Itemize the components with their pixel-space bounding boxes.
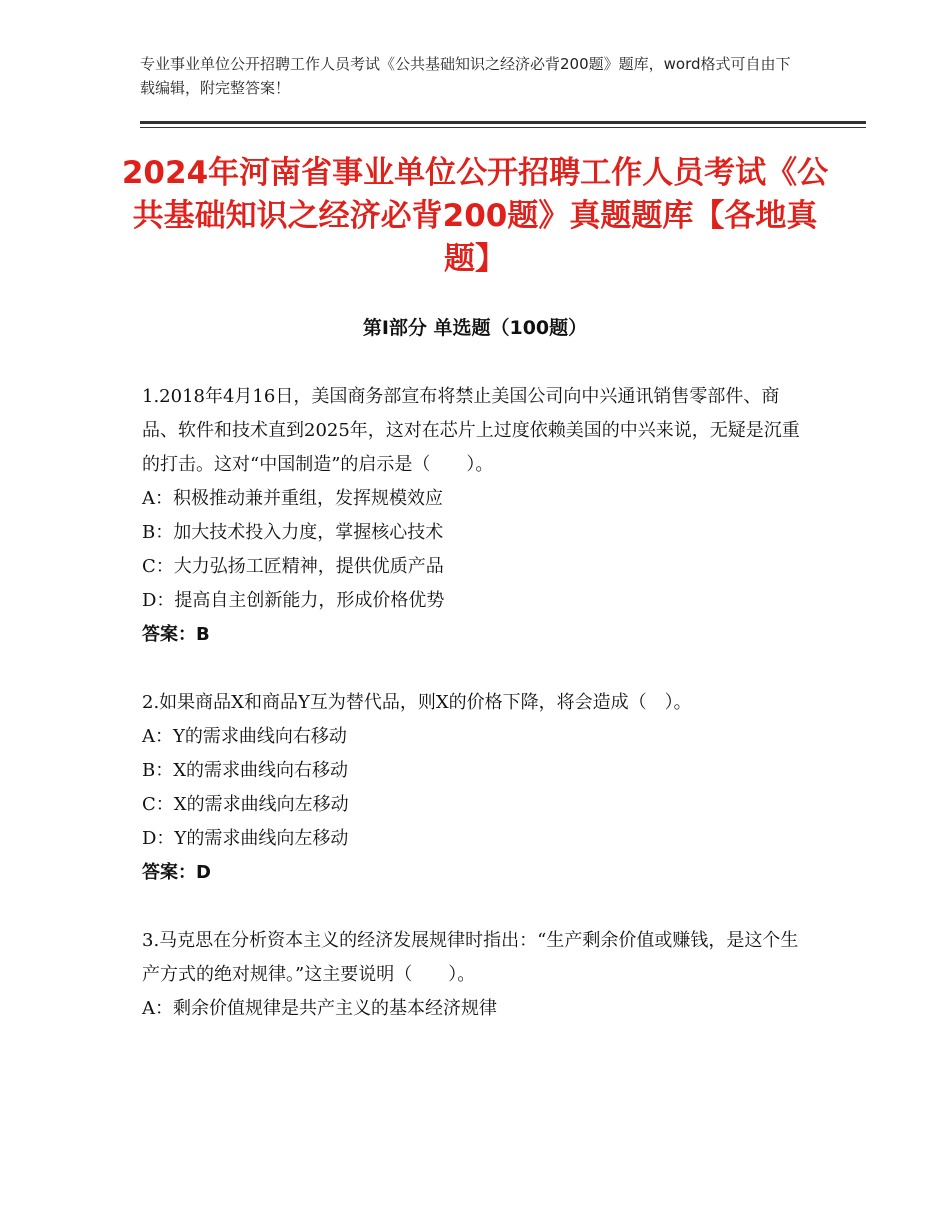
option-a: A：Y的需求曲线向右移动	[142, 726, 347, 747]
option-d: D：提高自主创新能力，形成价格优势	[142, 590, 445, 611]
header-note: 专业事业单位公开招聘工作人员考试《公共基础知识之经济必背200题》题库，word格式可自由下载编辑，附完整答案！	[140, 55, 791, 97]
header-rule-thick	[140, 121, 866, 124]
option-a: A：积极推动兼并重组，发挥规模效应	[142, 488, 443, 509]
option-a: A：剩余价值规律是共产主义的基本经济规律	[142, 998, 497, 1019]
question-list	[142, 380, 802, 1060]
question-2	[142, 686, 802, 890]
option-b: B：X的需求曲线向右移动	[142, 760, 349, 781]
option-b: B：加大技术投入力度，掌握核心技术	[142, 522, 444, 543]
option-d: D：Y的需求曲线向左移动	[142, 828, 349, 849]
option-c: C：X的需求曲线向左移动	[142, 794, 349, 815]
question-1	[142, 380, 802, 652]
answer: 答案：D	[142, 862, 211, 883]
section-title: 第Ⅰ部分 单选题（100题）	[362, 317, 588, 339]
answer: 答案：B	[142, 624, 210, 645]
document-title: 2024年河南省事业单位公开招聘工作人员考试《公共基础知识之经济必背200题》真题题库【各地真题】	[121, 155, 829, 277]
question-text: 3.马克思在分析资本主义的经济发展规律时指出：“生产剩余价值或赚钱，是这个生产方式的绝对规律。”这主要说明（ ）。	[142, 930, 799, 985]
header-rule-thin	[140, 127, 866, 128]
question-text: 1.2018年4月16日，美国商务部宣布将禁止美国公司向中兴通讯销售零部件、商品、软件和技术直到2025年，这对在芯片上过度依赖美国的中兴来说，无疑是沉重的打击。这对“中国制造”的启示是（ ）。	[142, 386, 800, 475]
question-3	[142, 924, 802, 1026]
option-c: C：大力弘扬工匠精神，提供优质产品	[142, 556, 444, 577]
question-text: 2.如果商品X和商品Y互为替代品，则X的价格下降，将会造成（ ）。	[142, 692, 692, 713]
